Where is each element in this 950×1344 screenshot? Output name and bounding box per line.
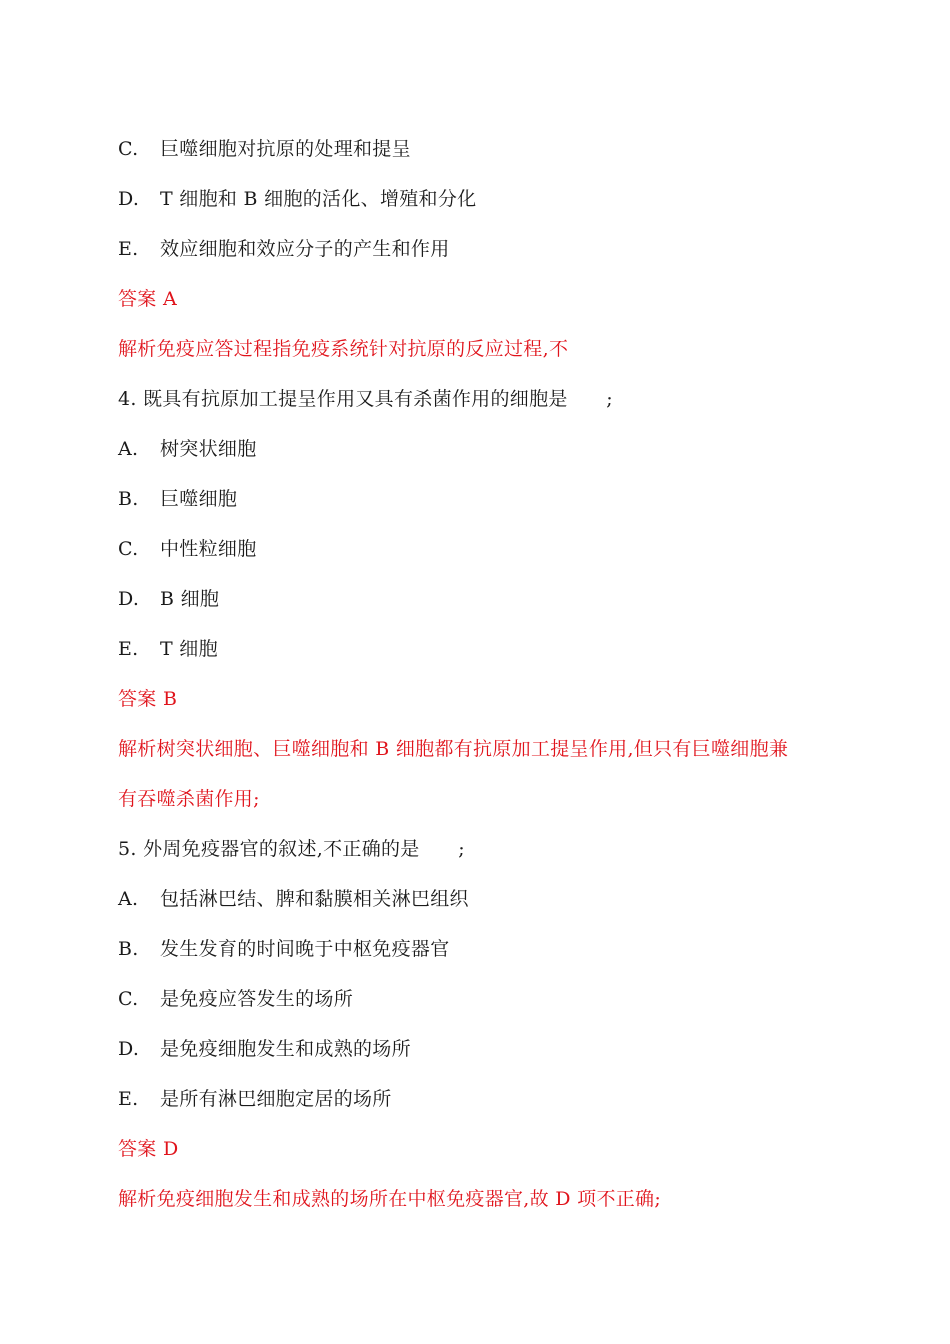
q3-option-e	[118, 230, 858, 280]
option-key: E.	[118, 238, 139, 260]
option-text: 树突状细胞	[160, 438, 257, 460]
q5-option-b	[118, 930, 858, 980]
option-key: D.	[118, 188, 140, 210]
option-text: B 细胞	[160, 588, 220, 610]
q5-option-c	[118, 980, 858, 1030]
option-key: E.	[118, 638, 139, 660]
option-text: T 细胞和 B 细胞的活化、增殖和分化	[160, 188, 477, 210]
q4-analysis-line-2: 有吞噬杀菌作用;	[118, 788, 260, 810]
q5-answer: 答案 D	[118, 1138, 179, 1160]
q3-option-c	[118, 130, 858, 180]
option-key: E.	[118, 1088, 139, 1110]
option-text: 巨噬细胞	[160, 488, 238, 510]
q3-answer: 答案 A	[118, 288, 177, 310]
option-key: D.	[118, 588, 140, 610]
option-key: C.	[118, 138, 139, 160]
option-key: C.	[118, 538, 139, 560]
q4-option-d	[118, 580, 858, 630]
option-key: B.	[118, 488, 139, 510]
q4-answer: 答案 B	[118, 688, 178, 710]
q3-analysis: 解析免疫应答过程指免疫系统针对抗原的反应过程,不	[118, 338, 569, 360]
q4-option-b	[118, 480, 858, 530]
q5-stem: 5. 外周免疫器官的叙述,不正确的是 ;	[118, 838, 465, 860]
q5-option-a	[118, 880, 858, 930]
option-text: T 细胞	[160, 638, 218, 660]
option-text: 效应细胞和效应分子的产生和作用	[160, 238, 450, 260]
q4-option-a	[118, 430, 858, 480]
q4-analysis-line-1: 解析树突状细胞、巨噬细胞和 B 细胞都有抗原加工提呈作用,但只有巨噬细胞兼	[118, 738, 789, 760]
q3-option-d	[118, 180, 858, 230]
option-text: 巨噬细胞对抗原的处理和提呈	[160, 138, 411, 160]
option-key: A.	[118, 888, 139, 910]
option-text: 是免疫细胞发生和成熟的场所	[160, 1038, 411, 1060]
option-text: 中性粒细胞	[160, 538, 257, 560]
option-text: 是免疫应答发生的场所	[160, 988, 354, 1010]
option-key: C.	[118, 988, 139, 1010]
option-text: 发生发育的时间晚于中枢免疫器官	[160, 938, 450, 960]
option-text: 包括淋巴结、脾和黏膜相关淋巴组织	[160, 888, 469, 910]
q4-stem: 4. 既具有抗原加工提呈作用又具有杀菌作用的细胞是 ;	[118, 388, 613, 410]
option-key: D.	[118, 1038, 140, 1060]
option-key: B.	[118, 938, 139, 960]
q4-option-c	[118, 530, 858, 580]
q4-option-e	[118, 630, 858, 680]
q5-option-d	[118, 1030, 858, 1080]
option-key: A.	[118, 438, 139, 460]
q5-analysis: 解析免疫细胞发生和成熟的场所在中枢免疫器官,故 D 项不正确;	[118, 1188, 662, 1210]
document-page	[118, 130, 858, 1230]
option-text: 是所有淋巴细胞定居的场所	[160, 1088, 392, 1110]
q5-option-e	[118, 1080, 858, 1130]
